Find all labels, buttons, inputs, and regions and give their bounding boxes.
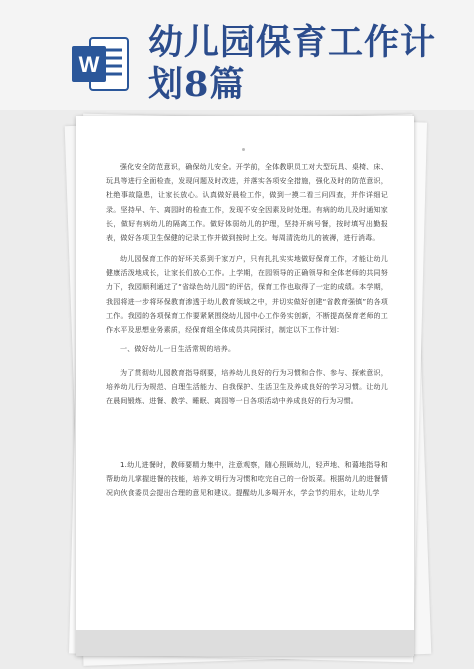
- paragraph-intro: 幼儿园保育工作的好坏关系到千家万户，只有扎扎实实地做好保育工作，才能让幼儿健康活泼地成长，让家长们放心工作。上学期，在园领导的正确领导和全体老师的共同努力下，我园顺利通过了“省绿色幼儿园”的评估，保育工作也取得了一定的成绩。本学期，我园将进一步将环保教育渗透于幼儿教育领域之中，并切实做好创建“省教育强镇”的各项工作。我园的各项保育工作要紧紧围绕幼儿园中心工作务实创新，不断提高保育老师的工作水平及思想业务素质，经保育组全体成员共同探讨，制定以下工作计划：: [106, 255, 388, 335]
- watermark-band: [76, 630, 414, 656]
- page-marker: [242, 148, 245, 151]
- document-page: [76, 116, 414, 656]
- paragraph-meals: 1.幼儿进餐时，教师要精力集中，注意观察，随心照顾幼儿，轻声地、和蔼地指导和帮助幼儿掌握进餐的技能，培养文明行为习惯和吃完自己的一份饭菜。根据幼儿的进餐情况向伙食委员会提出合理的意见和建议。提醒幼儿多喝开水，学会节约用水，让幼儿学: [106, 461, 388, 498]
- paragraph-routine: 为了贯彻幼儿园教育指导纲要，培养幼儿良好的行为习惯和合作、参与、探索意识，培养幼儿行为规范、自理生活能力、自我保护、生活卫生及养成良好的学习习惯。让幼儿在晨间锻炼、进餐、教学、睡眠、离园等一日各项活动中养成良好的行为习惯。: [106, 369, 388, 406]
- svg-text:W: W: [78, 52, 100, 77]
- paragraph-safety: 强化安全防范意识，确保幼儿安全。开学前，全体教职员工对大型玩具、桌椅、床、玩具等进行全面检查，发现问题及时改进，并落实各项安全措施，强化及时的防范意识，杜绝事故隐患，让家长放心。认真做好晨检工作，做到一摸二看三问四查，并作详细记录。坚持早、午、离园时的检查工作，发现不安全因素及时处理。有病的幼儿及时通知家长，做好有病幼儿的隔离工作。做好体弱幼儿的护理，坚持开病号餐，按时填写出勤报表，做好各项卫生保健的记录工作并做到按时上交。每周清洗幼儿的被褥，进行消毒。: [106, 163, 388, 243]
- header-banner: [0, 0, 474, 110]
- page-title: 幼儿园保育工作计划8篇: [148, 22, 437, 105]
- section-heading: 一、做好幼儿一日生活常规的培养。: [120, 345, 236, 353]
- word-document-icon: [68, 32, 132, 96]
